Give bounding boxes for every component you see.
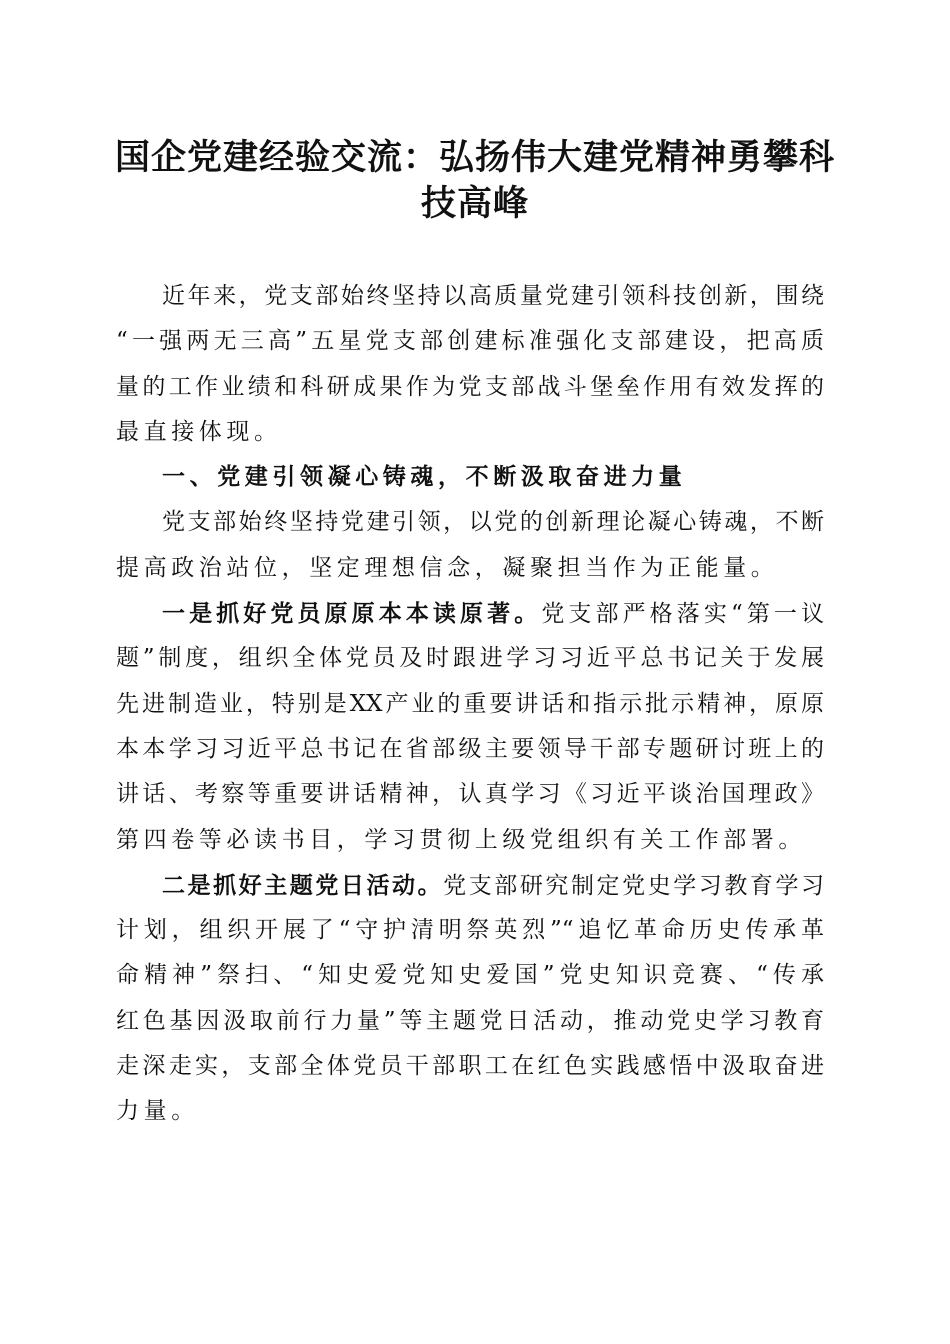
paragraph [116, 863, 824, 1135]
paragraph [116, 591, 824, 863]
text-line: 力量。 [116, 1098, 199, 1125]
text-line: 先进制造业，特别是XX产业的重要讲话和指示批示精神，原原 [116, 690, 824, 717]
text-line: 题”制度，组织全体党员及时跟进学习习近平总书记关于发展 [116, 645, 824, 672]
text-line: 本本学习习近平总书记在省部级主要领导干部专题研讨班上的 [116, 735, 824, 762]
text-line: 最直接体现。 [116, 418, 282, 445]
text-line: 提高政治站位，坚定理想信念，凝聚担当作为正能量。 [116, 554, 779, 581]
text-line: 第四卷等必读书目，学习贯彻上级党组织有关工作部署。 [116, 826, 806, 853]
text-line: 讲话、考察等重要讲话精神，认真学习《习近平谈治国理政》 [116, 781, 824, 808]
text-line: 党支部始终坚持党建引领，以党的创新理论凝心铸魂，不断 [162, 509, 824, 536]
paragraph [116, 274, 824, 455]
section-heading [116, 455, 824, 500]
lead-phrase: 二是抓好主题党日活动。 [162, 871, 444, 899]
line-text: 党支部严格落实“第一议 [541, 601, 825, 628]
text-line: 红色基因汲取前行力量”等主题党日活动，推动党史学习教育 [116, 1007, 824, 1034]
lead-phrase: 一是抓好党员原原本本读原著。 [162, 600, 542, 628]
text-line: 近年来，党支部始终坚持以高质量党建引领科技创新，围绕 [162, 283, 824, 309]
text-line: 命精神”祭扫、“知史爱党知史爱国”党史知识竞赛、“传承 [116, 962, 824, 989]
text-line: 计划，组织开展了“守护清明祭英烈”“追忆革命历史传承革 [116, 917, 824, 944]
text-line: 一、党建引领凝心铸魂，不断汲取奋进力量 [162, 464, 687, 491]
text-line: 量的工作业绩和科研成果作为党支部战斗堡垒作用有效发挥的 [116, 373, 824, 400]
document-body [116, 274, 824, 1135]
document-title [100, 135, 850, 227]
title-line: 技高峰 [420, 183, 529, 224]
line-text: 党支部研究制定党史学习教育学习 [443, 872, 825, 899]
paragraph [116, 500, 824, 591]
text-line [116, 863, 824, 908]
text-line: 走深走实，支部全体党员干部职工在红色实践感悟中汲取奋进 [116, 1053, 824, 1080]
text-line [116, 591, 824, 636]
text-line: “一强两无三高”五星党支部创建标准强化支部建设，把高质 [116, 328, 824, 355]
title-line: 国企党建经验交流：弘扬伟大建党精神勇攀科 [114, 137, 835, 178]
